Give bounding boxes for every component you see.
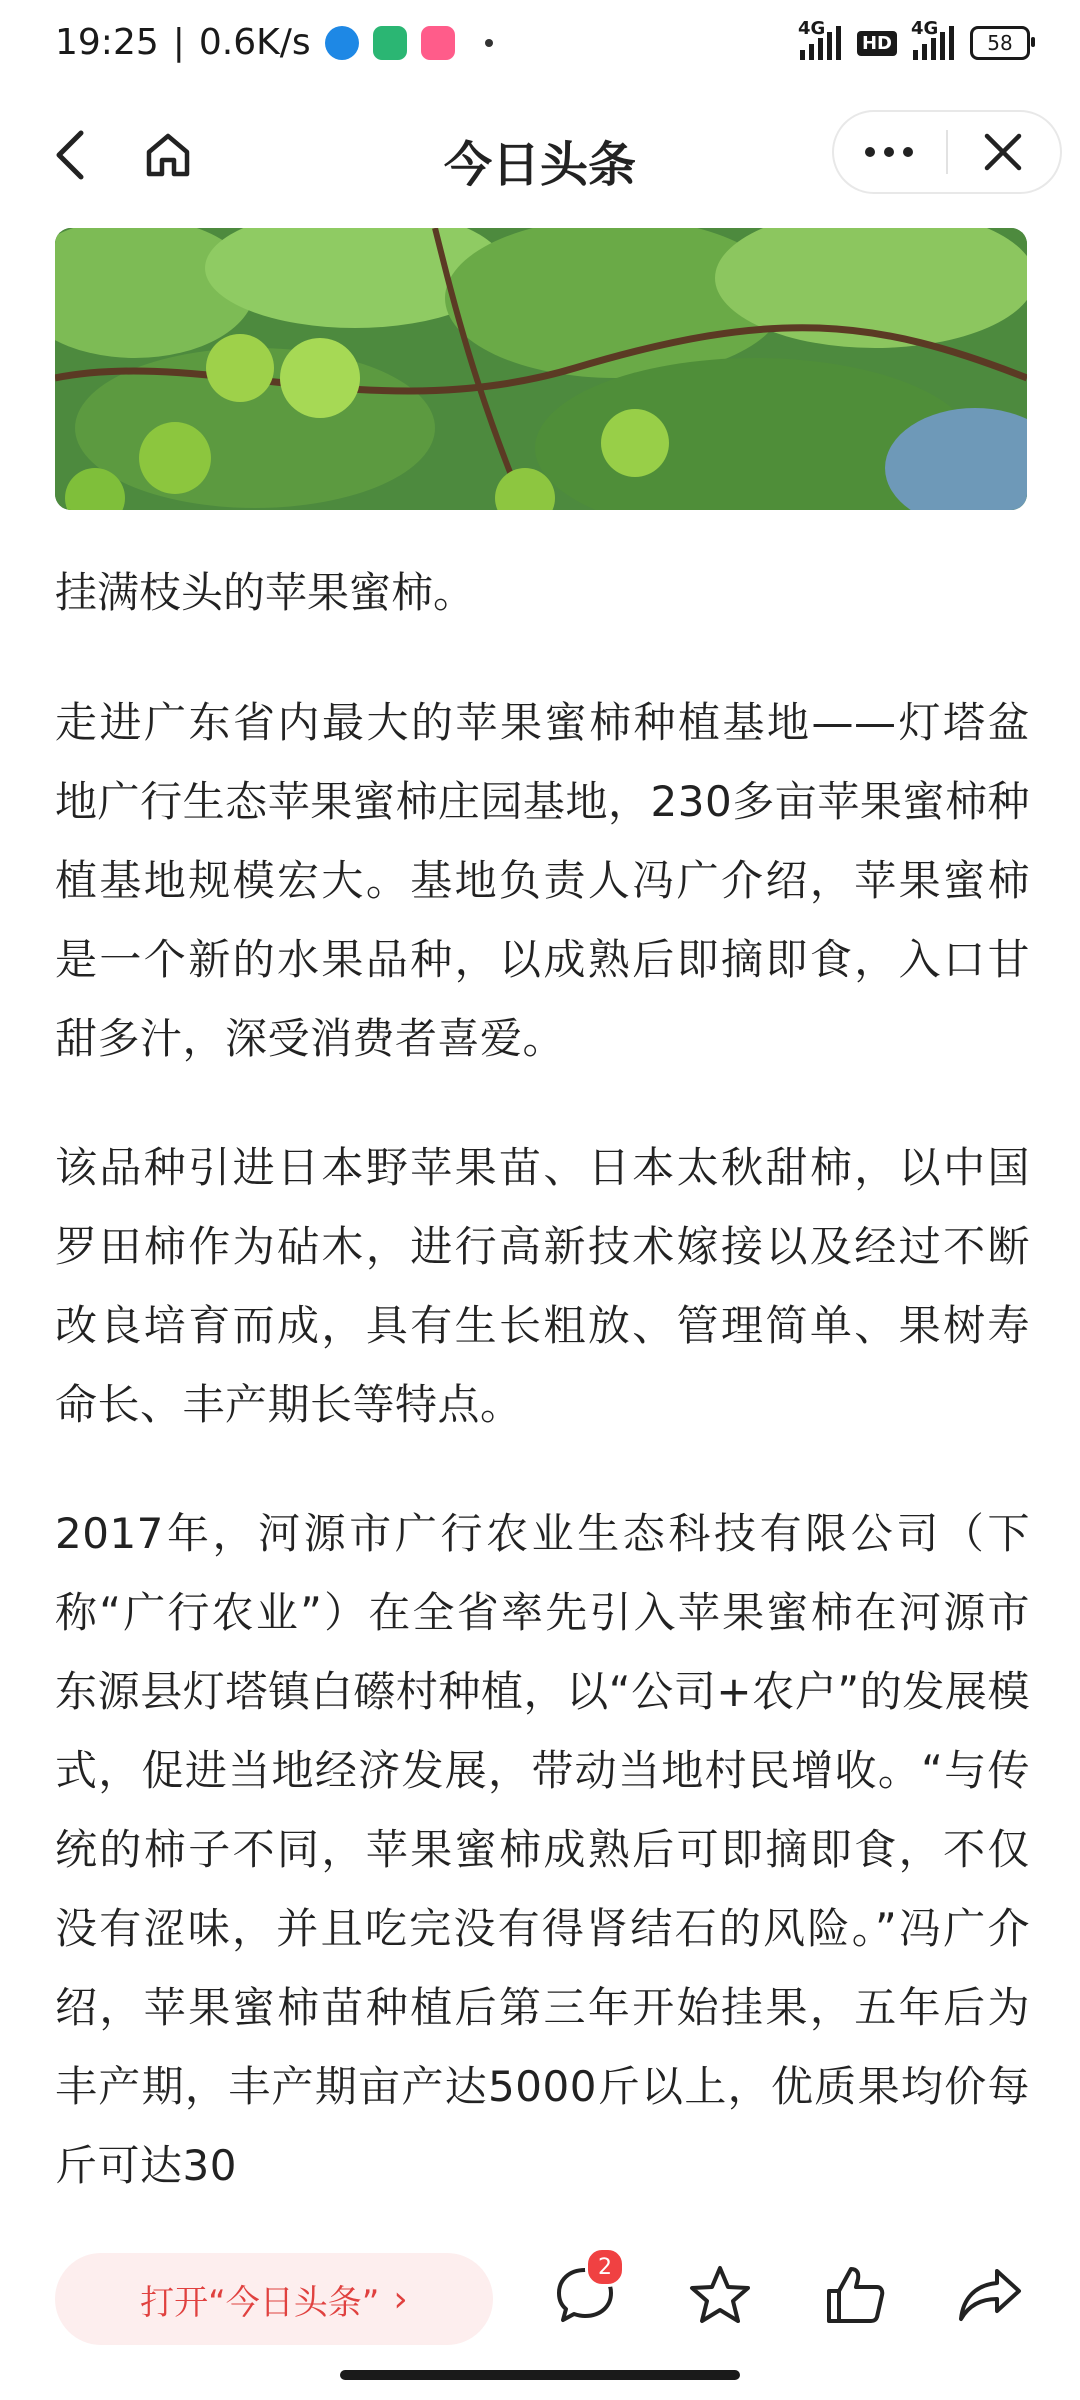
star-icon xyxy=(688,2263,752,2327)
open-app-button[interactable] xyxy=(55,2253,493,2345)
favorite-button[interactable] xyxy=(680,2255,760,2335)
bottom-action-bar xyxy=(0,2225,1080,2365)
article-paragraph-2: 该品种引进日本野苹果苗、日本太秋甜柿，以中国罗田柿作为砧木，进行高新技术嫁接以及经过不断改良培育而成，具有生长粗放、管理简单、果树寿命长、丰产期长等特点。 xyxy=(55,1143,1030,1429)
more-notifications-icon xyxy=(485,39,493,47)
page-title: 今日头条 xyxy=(443,137,636,193)
battery-level: 58 xyxy=(987,31,1013,55)
thumbs-up-icon xyxy=(823,2263,887,2327)
image-caption: 挂满枝头的苹果蜜柿。 xyxy=(55,568,476,617)
status-left xyxy=(55,22,493,63)
share-button[interactable] xyxy=(950,2255,1030,2335)
close-icon xyxy=(983,132,1023,172)
article-image[interactable] xyxy=(55,228,1027,510)
signal-1-icon xyxy=(797,18,841,60)
capsule-divider xyxy=(946,130,948,174)
article-paragraph-3: 2017年，河源市广行农业生态科技有限公司（下称“广行农业”）在全省率先引入苹果蜜柿在河源市东源县灯塔镇白礤村种植，以“公司+农户”的发展模式，促进当地经济发展，带动当地村民增收。“与传统的柿子不同，苹果蜜柿成熟后可即摘即食，不仅没有涩味，并且吃完没有得肾结石的风险。”冯广介绍，苹果蜜柿苗种植后第三年开始挂果，五年后为丰产期，丰产期亩产达5000斤以上，优质果均价每斤可达30 xyxy=(55,1509,1030,2190)
comment-count-badge: 2 xyxy=(585,2247,625,2287)
like-button[interactable] xyxy=(815,2255,895,2335)
mini-program-capsule xyxy=(832,110,1062,194)
browser-app-icon xyxy=(325,26,359,60)
share-icon xyxy=(957,2265,1023,2325)
network-speed: 0.6K/s xyxy=(198,22,311,63)
battery-icon xyxy=(970,26,1030,60)
header xyxy=(0,100,1080,210)
clock: 19:25 xyxy=(55,22,159,63)
persimmon-tree-image xyxy=(55,228,1027,510)
close-button[interactable] xyxy=(958,120,1048,184)
article-paragraph-1: 走进广东省内最大的苹果蜜柿种植基地——灯塔盆地广行生态苹果蜜柿庄园基地，230多亩苹果蜜柿种植基地规模宏大。基地负责人冯广介绍，苹果蜜柿是一个新的水果品种，以成熟后即摘即食，入口甘甜多汁，深受消费者喜爱。 xyxy=(55,698,1030,1063)
status-separator: | xyxy=(172,22,185,63)
pink-app-icon xyxy=(421,26,455,60)
status-bar xyxy=(0,0,1080,100)
network-type-2: 4G xyxy=(911,18,939,39)
chevron-right-icon: › xyxy=(393,2278,408,2320)
hd-icon: HD xyxy=(857,31,897,56)
signal-2-icon xyxy=(911,18,954,60)
comment-button[interactable] xyxy=(545,2255,625,2335)
status-right xyxy=(797,18,1030,60)
more-dots-icon xyxy=(864,146,914,158)
network-type-1: 4G xyxy=(797,18,826,39)
home-indicator[interactable] xyxy=(340,2370,740,2380)
open-app-label: 打开“今日头条” xyxy=(140,2282,380,2323)
home-app-icon xyxy=(373,26,407,60)
more-button[interactable] xyxy=(844,120,934,184)
article-body xyxy=(55,565,1030,2255)
